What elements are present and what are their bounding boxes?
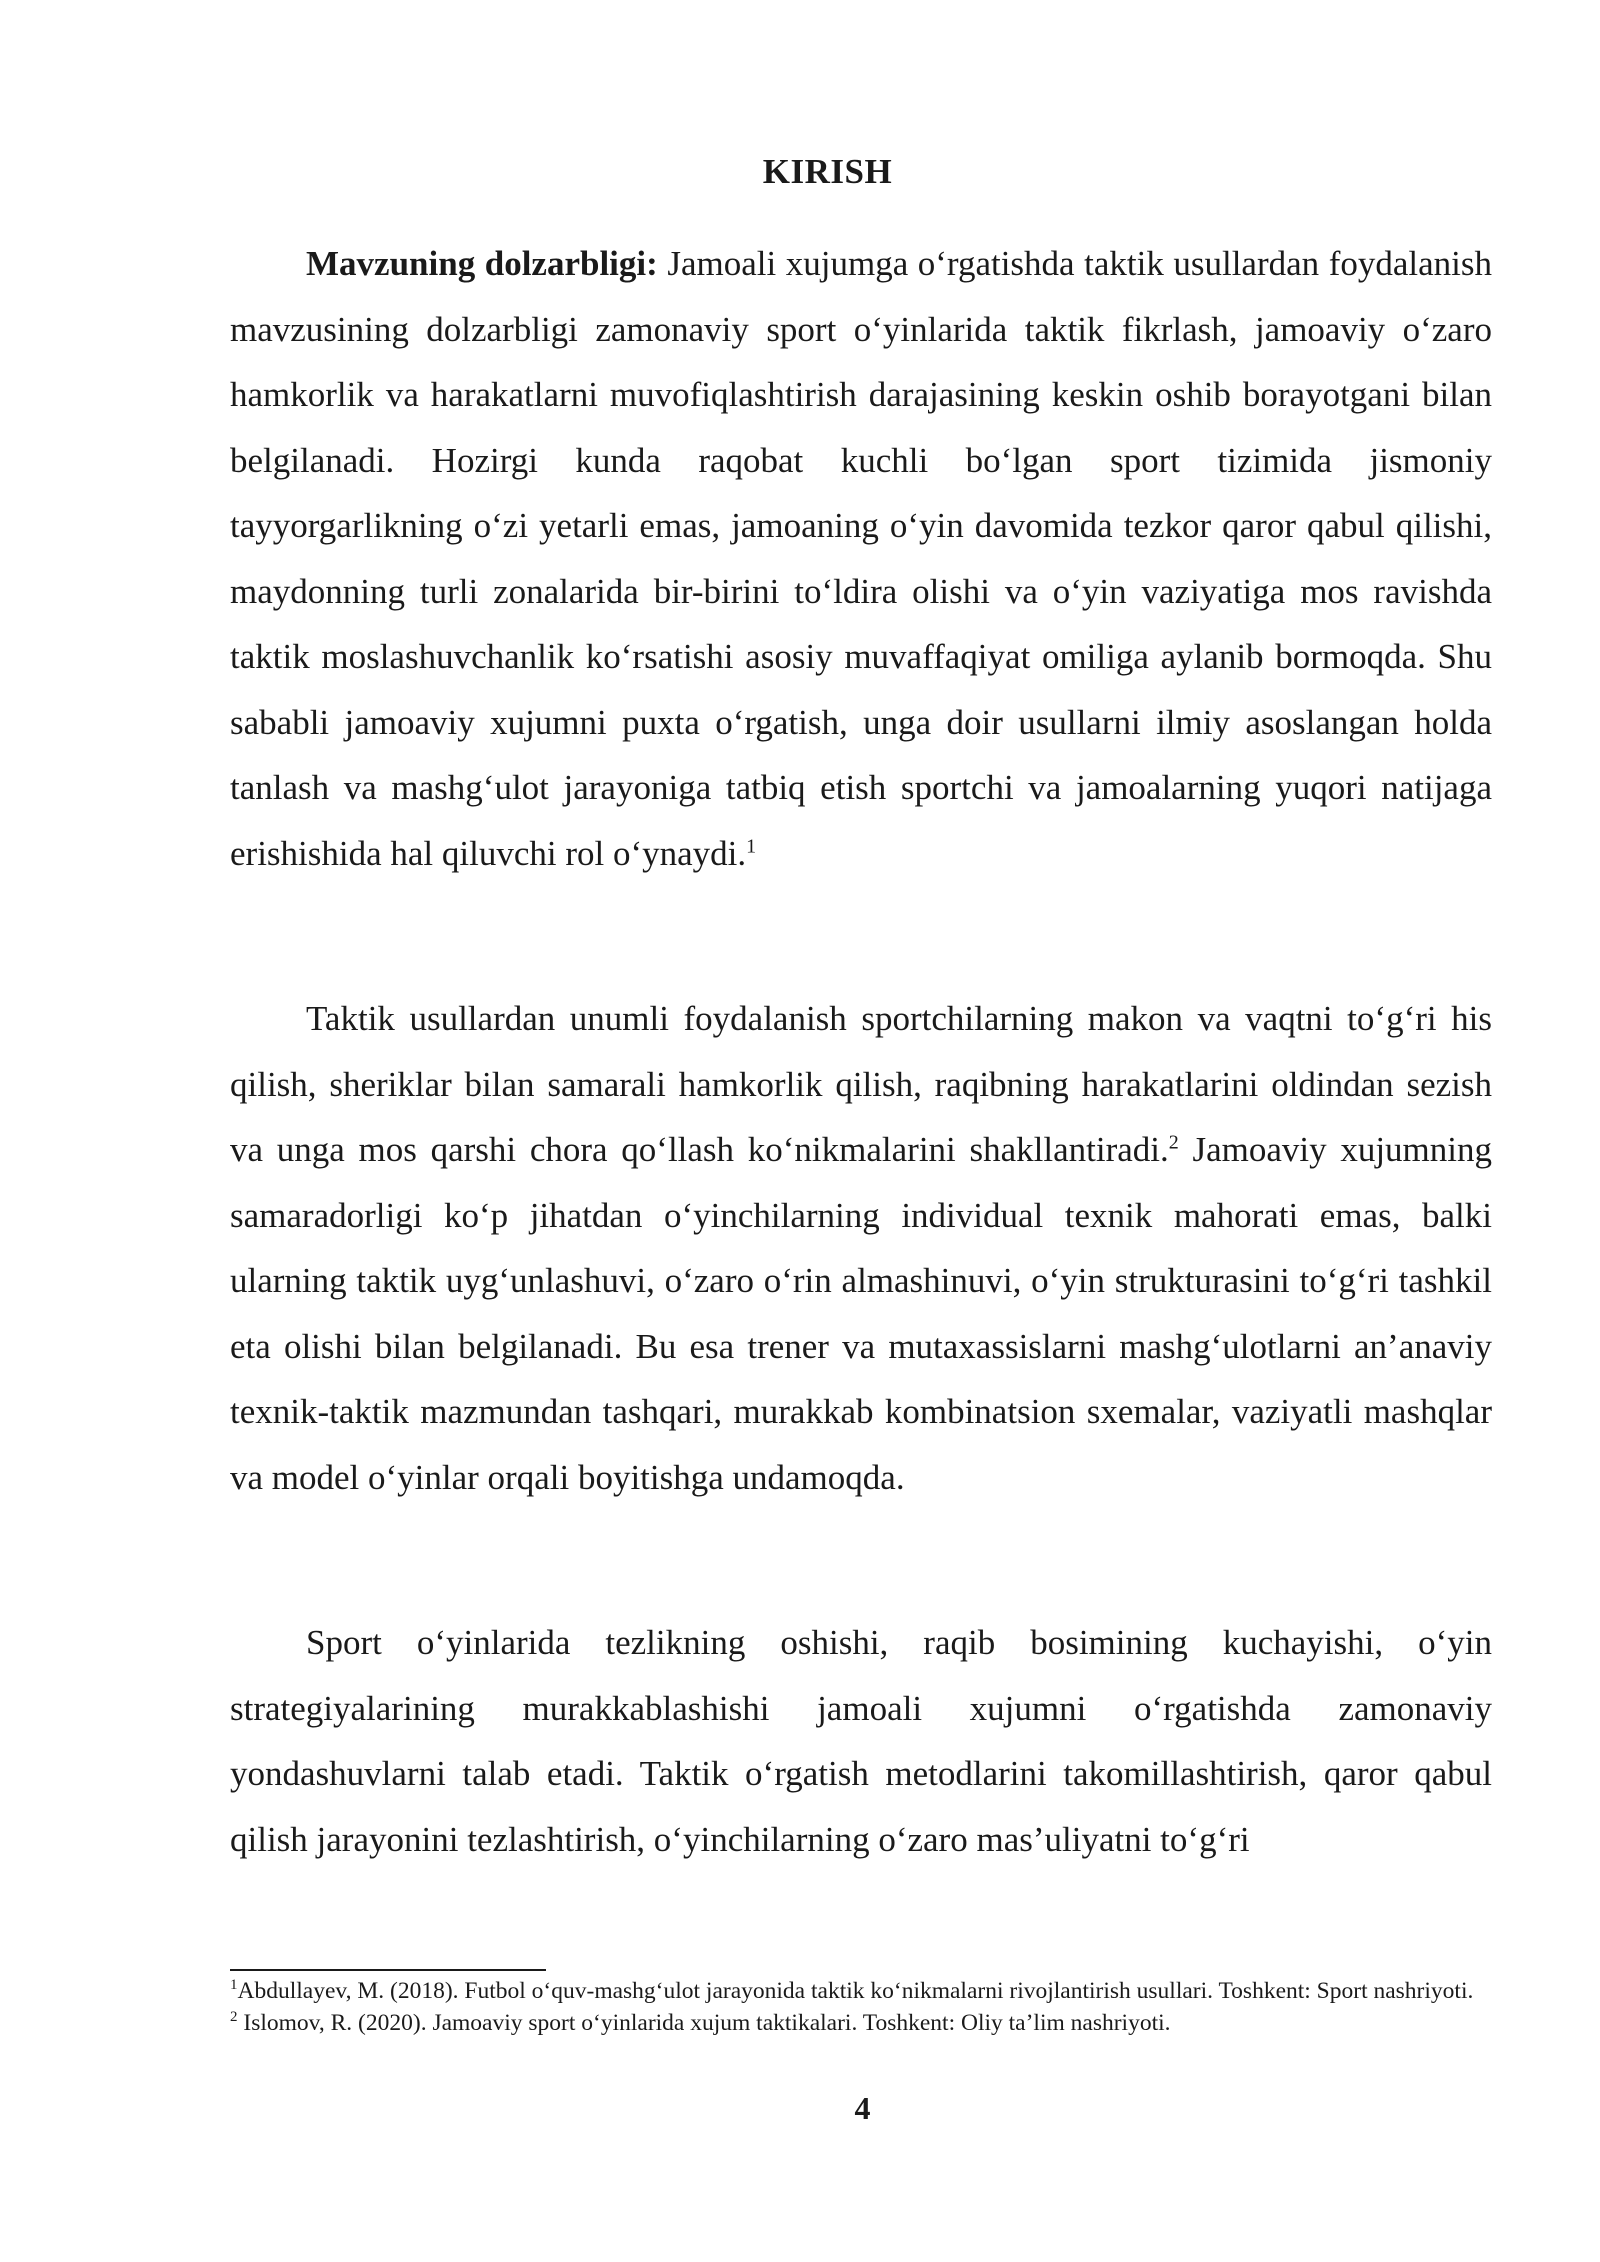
footnote-text: Abdullayev, M. (2018). Futbol o‘quv-mashg‘ulot jarayonida taktik ko‘nikmalarni rivojlantirish usullari. Toshkent: Sport nashriyoti. <box>237 1978 1474 2004</box>
paragraph-text <box>230 986 1492 1510</box>
footnote-separator <box>230 1969 546 1971</box>
paragraph-lead: Mavzuning dolzarbligi: <box>306 244 658 283</box>
footnote-reference: 2 <box>1168 1131 1179 1154</box>
footnotes <box>230 1975 1492 2039</box>
paragraph-text <box>230 231 1492 886</box>
paragraph-relevance <box>230 231 1492 886</box>
paragraph-body: Sport o‘yinlarida tezlikning oshishi, raqib bosimining kuchayishi, o‘yin strategiyalarining murakkablashishi jamoali xujumni o‘rgatishda zamonaviy yondashuvlarni talab etadi. Taktik o‘rgatish metodlarini takomillashtirish, qaror qabul qilish jarayonini tezlashtirish, o‘yinchilarning o‘zaro mas’uliyatni to‘g‘ri <box>230 1623 1492 1859</box>
footnote-marker: 1 <box>230 1977 238 1994</box>
page-heading: KIRISH <box>762 152 893 191</box>
paragraph-tactics <box>230 986 1492 1510</box>
paragraph-body-continued: Jamoaviy xujumning samaradorligi ko‘p jihatdan o‘yinchilarning individual texnik mahorati emas, balki ularning taktik uyg‘unlashuvi, o‘zaro o‘rin almashinuvi, o‘yin strukturasini to‘g‘ri tashkil eta olishi bilan belgilanadi. Bu esa trener va mutaxassislarni mashg‘ulotlarni an’anaviy texnik-taktik mazmundan tashqari, murakkab kombinatsion sxemalar, vaziyatli mashqlar va model o‘yinlar orqali boyitishga undamoqda. <box>230 1130 1493 1497</box>
footnote-marker: 2 <box>230 2009 238 2026</box>
footnote-reference: 1 <box>746 834 757 857</box>
paragraph-body: Taktik usullardan unumli foydalanish sportchilarning makon va vaqtni to‘g‘ri his qilish, sheriklar bilan samarali hamkorlik qilish, raqibning harakatlarini oldindan sezish va unga mos qarshi chora qo‘llash ko‘nikmalarini shakllantiradi. <box>230 999 1492 1169</box>
paragraph-body: Jamoali xujumga o‘rgatishda taktik usullardan foydalanish mavzusining dolzarbligi zamonaviy sport o‘yinlarida taktik fikrlash, jamoaviy o‘zaro hamkorlik va harakatlarni muvofiqlashtirish darajasining keskin oshib borayotgani bilan belgilanadi. Hozirgi kunda raqobat kuchli bo‘lgan sport tizimida jismoniy tayyorgarlikning o‘zi yetarli emas, jamoaning o‘yin davomida tezkor qaror qabul qilishi, maydonning turli zonalarida bir-birini to‘ldira olishi va o‘yin vaziyatiga mos ravishda taktik moslashuvchanlik ko‘rsatishi asosiy muvaffaqiyat omiliga aylanib bormoqda. Shu sababli jamoaviy xujumni puxta o‘rgatish, unga doir usullarni ilmiy asoslangan holda tanlash va mashg‘ulot jarayoniga tatbiq etish sportchi va jamoalarning yuqori natijaga erishishida hal qiluvchi rol o‘ynaydi. <box>230 244 1492 873</box>
page-number: 4 <box>854 2090 871 2126</box>
footnote-text: Islomov, R. (2020). Jamoaviy sport o‘yinlarida xujum taktikalari. Toshkent: Oliy ta’lim nashriyoti. <box>237 2010 1171 2036</box>
paragraph-text <box>230 1610 1492 1872</box>
footnote-1 <box>230 1975 1492 2007</box>
paragraph-modern-approaches <box>230 1610 1492 1872</box>
footnote-2 <box>230 2007 1492 2039</box>
